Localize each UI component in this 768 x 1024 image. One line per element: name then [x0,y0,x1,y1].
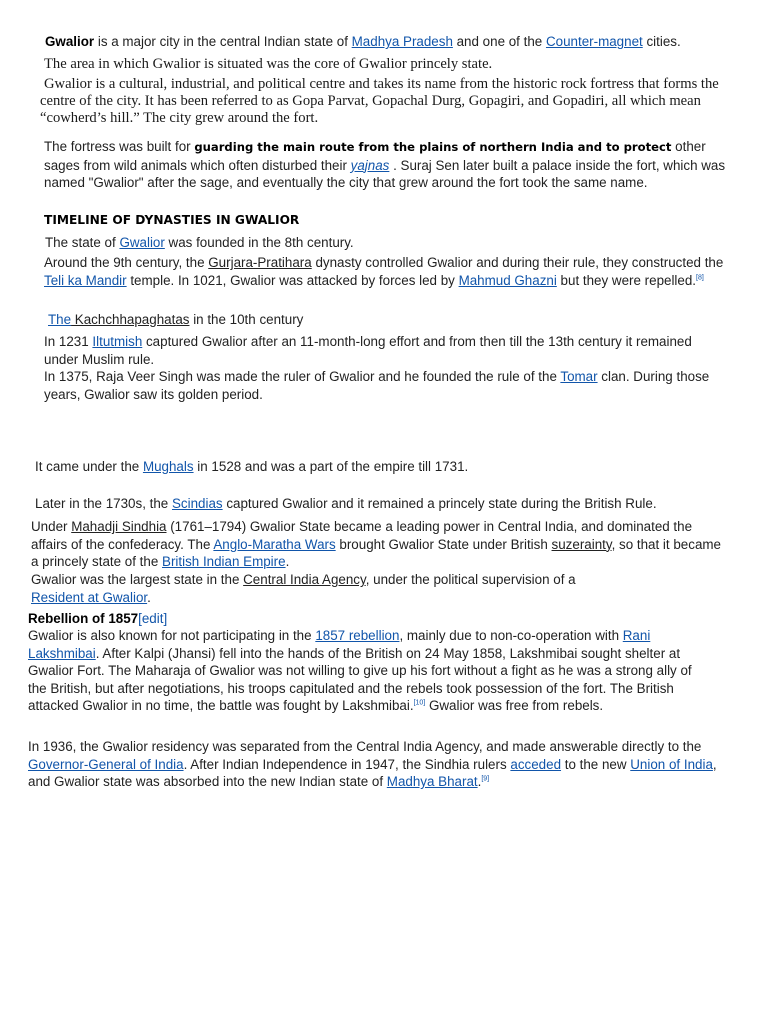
link-yajnas[interactable]: yajnas [350,157,390,173]
timeline-heading: TIMELINE OF DYNASTIES IN GWALIOR [44,213,300,227]
fortress-paragraph: The fortress was built for guarding the main route from the plains of northern India and to protect other sages from wild animals which often disturbed their yajnas . Suraj Sen later built a palace inside the fort, which was named "Gwalior" after the sage, and eventually the city that grew around the fort took the same name. [44,139,726,190]
residency-1936-paragraph: In 1936, the Gwalior residency was separated from the Central India Agency, and made answerable directly to the Governor-General of India. After Indian Independence in 1947, the Sindhia rulers acceded to the new Union of India, and Gwalior state was absorbed into the new Indian state of Madhya Bharat.[9] [28,739,717,789]
mahadji-paragraph: Under Mahadji Sindhia (1761–1794) Gwalior State became a leading power in Central India, and dominated the affairs of the confederacy. The Anglo-Maratha Wars brought Gwalior State under British suzerainty, so that it became a princely state of the British Indian Empire. [31,519,721,569]
link-mahmud-ghazni[interactable]: Mahmud Ghazni [458,272,557,288]
reference-10[interactable]: [10] [413,699,426,707]
core-paragraph: The area in which Gwalior is situated was the core of Gwalior princely state. [44,56,493,72]
reference-8[interactable]: [8] [696,274,704,282]
link-teli-ka-mandir[interactable]: Teli ka Mandir [44,272,127,288]
rebellion-paragraph: Gwalior is also known for not participating in the 1857 rebellion, mainly due to non-co-operation with Rani Lakshmibai. After Kalpi (Jhansi) fell into the hands of the British on 24 May 1858, Lakshmibai sought shelter at Gwalior Fort. The Maharaja of Gwalior was not willing to give up his fort without a fight as he was a strong ally of the British, but after negotiations, his troops capitulated and the rebels took possession of the fort. The British attacked Gwalior in no time, the battle was fought by Lakshmibai.[10] Gwalior was free from rebels. [28,628,692,713]
link-governor-general[interactable]: Governor-General of India [28,756,184,772]
link-british-indian-empire[interactable]: British Indian Empire [162,554,286,569]
reference-9[interactable]: [9] [481,775,490,783]
link-scindias[interactable]: Scindias [171,496,223,511]
cultural-paragraph: Gwalior is a cultural, industrial, and political centre and takes its name from the historic rock fortress that forms the centre of the city. It has been referred to as Gopa Parvat, Gopachal Durg, Gopagiri, and Gopadiri, all which mean “cowherd’s hill.” The city grew around the fort. [40,76,719,126]
link-rani-lakshmibai[interactable]: Rani Lakshmibai [28,628,651,661]
scindias-paragraph: Later in the 1730s, the Scindias captured Gwalior and it remained a princely state during the British Rule. [35,496,657,511]
link-iltutmish[interactable]: Iltutmish [92,334,143,349]
link-1857-rebellion[interactable]: 1857 rebellion [315,628,400,643]
tenth-century-paragraph: The Kachchhapaghatas in the 10th century [48,312,304,327]
mughals-paragraph: It came under the Mughals in 1528 and was a part of the empire till 1731. [35,459,469,474]
tomar-paragraph: In 1375, Raja Veer Singh was made the ruler of Gwalior and he founded the rule of the Tomar clan. During those years, Gwalior saw its golden period. [44,369,710,402]
edit-link[interactable]: [edit] [138,611,168,626]
largest-state-paragraph: Gwalior was the largest state in the Central India Agency, under the political supervision of a Resident at Gwalior. [31,572,576,605]
state-founded-paragraph: The state of Gwalior was founded in the 8th century. [45,235,354,250]
link-tomar[interactable]: Tomar [560,369,598,384]
link-acceded[interactable]: acceded [510,756,562,772]
link-anglo-maratha-wars[interactable]: Anglo-Maratha Wars [213,536,336,552]
link-madhya-pradesh[interactable]: Madhya Pradesh [351,34,453,49]
link-gwalior[interactable]: Gwalior [119,235,165,250]
link-resident-at-gwalior[interactable]: Resident at Gwalior [31,589,148,605]
city-name: Gwalior [45,34,95,49]
link-mughals[interactable]: Mughals [142,459,194,474]
rebellion-heading: Rebellion of 1857[edit] [28,611,168,626]
intro-paragraph: Gwalior is a major city in the central Indian state of Madhya Pradesh and one of the Counter-magnet cities. [45,34,681,49]
link-counter-magnet[interactable]: Counter-magnet [545,34,643,49]
link-madhya-bharat[interactable]: Madhya Bharat [386,774,478,789]
iltutmish-paragraph: In 1231 Iltutmish captured Gwalior after an 11-month-long effort and from then till the 13th century it remained under Muslim rule. [44,334,692,367]
link-union-of-india[interactable]: Union of India [630,756,713,772]
link-the[interactable]: The [48,312,72,327]
ninth-century-paragraph: Around the 9th century, the Gurjara-Pratihara dynasty controlled Gwalior and during their rule, they constructed the Teli ka Mandir temple. In 1021, Gwalior was attacked by forces led by Mahmud Ghazni but they were repelled.[8] [44,255,724,288]
